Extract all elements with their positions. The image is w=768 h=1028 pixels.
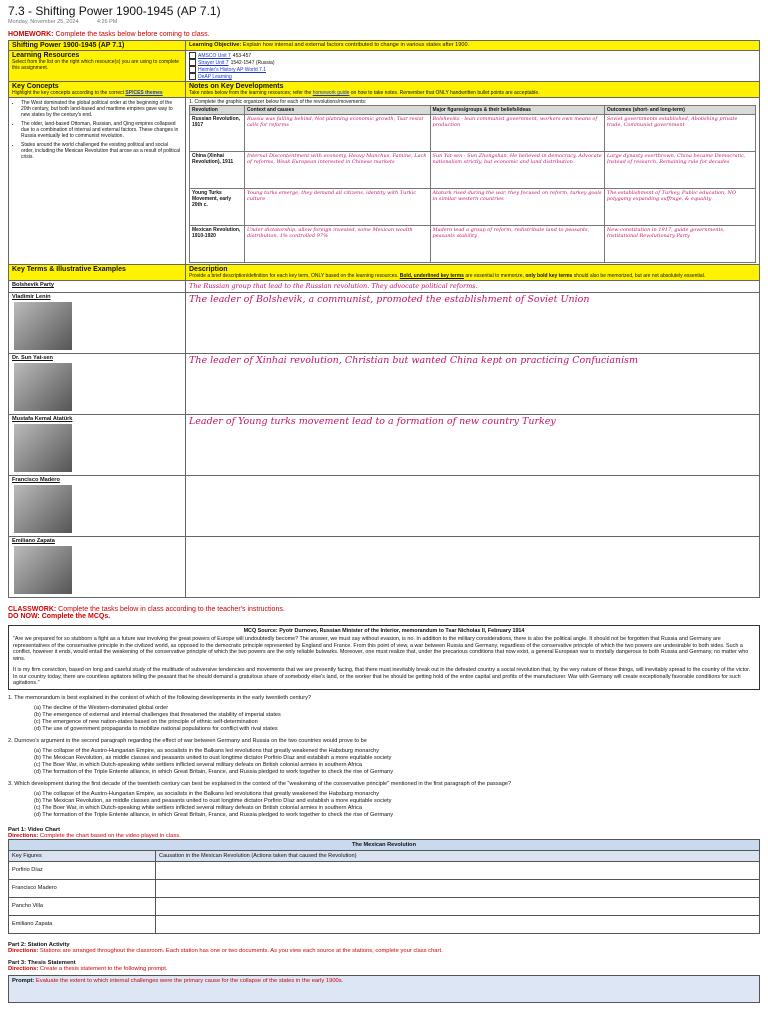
video-chart-answer[interactable] <box>156 861 760 879</box>
key-term-description[interactable]: The leader of Bolshevik, a communist, promoted the establishment of Soviet Union <box>186 293 760 354</box>
video-chart-figure: Porfirio Díaz <box>9 861 156 879</box>
unit-title: Shifting Power 1900-1945 (AP 7.1) <box>9 41 186 51</box>
resource-item <box>189 52 756 59</box>
key-term <box>9 476 186 537</box>
organizer-outcomes[interactable]: New constitution in 1917, guide governments, Institutional Revolutionary Party <box>604 226 755 263</box>
key-terms-header: Key Terms & Illustrative Examples <box>9 265 186 281</box>
organizer-revolution: Russian Revolution, 1917 <box>190 115 245 152</box>
part2-directions: Directions: Stations are arranged throughout the classroom. Each station has one or two documents. As you view each source at the stations, complete your class chart. <box>8 947 443 954</box>
part1-title: Part 1: Video Chart <box>8 826 61 833</box>
key-term-label: Dr. Sun Yat-sen <box>12 355 53 361</box>
resource-item <box>189 59 756 66</box>
mcq-stem: 2. Durnovo's argument in the second paragraph regarding the effect of war between Germany and Russia on the two countries would prove to be <box>8 737 367 744</box>
do-now-instruction: DO NOW: Complete the MCQs. <box>8 613 111 620</box>
portrait-photo <box>14 424 72 472</box>
mcq-source-p1: "Are we prepared for so stubborn a fight as a future war involving the great powers of Europe will undoubtedly become? The answer, we must say without evasion, is no. In addition to the military considerations, there is also the political angle. It should not be forgotten that Russia and Germany are representatives of the conservative principle in the civilized world, as opposed to the democratic principle represented by England and France. From this point of view, a war between Russia and Germany, regardless of the conservative principle of which the two powers are undesirable to both sides. Such a conflict, however it ends, would entail the weakening of the conservative principle of which the two powers are the only reliable bulwarks. Moreover, one must realize that, under the precarious conditions that now exist, a general European war is mortally dangerous to both Russia and Germany, no matter who wins. <box>13 635 749 662</box>
key-term <box>9 354 186 415</box>
key-term <box>9 537 186 598</box>
portrait-photo <box>14 302 72 350</box>
video-chart-row <box>9 915 760 933</box>
key-term-description[interactable] <box>186 537 760 598</box>
portrait-photo <box>14 363 72 411</box>
organizer-revolution: Young Turks Movement, early 20th c. <box>190 189 245 226</box>
learning-objective: Learning Objective: Explain how internal and external factors contributed to change in various states after 1900. <box>186 41 760 51</box>
key-term-description[interactable]: The leader of Xinhai revolution, Christian but wanted China kept on practicing Confucianism <box>186 354 760 415</box>
mcq-stem: 3. Which development during the first decade of the twentieth century can best be explained in the context of the "weakening of the conservative principle" mentioned in the first paragraph of the passage? <box>8 780 512 787</box>
organizer-row <box>190 152 756 189</box>
resource-item <box>189 66 756 73</box>
mcq-option[interactable]: (a) The collapse of the Austro-Hungarian Empire, as socialists in the Balkans led revolutions that greatly weakened the Habsburg monarchy <box>34 747 380 754</box>
part1-directions: Directions: Complete the chart based on the video played in class. <box>8 832 181 839</box>
video-chart-figure: Francisco Madero <box>9 879 156 897</box>
mcq-question <box>8 738 760 776</box>
organizer-figures[interactable]: Madero lead a group of reform, redistribute land to peasants, peasants stability <box>430 226 604 263</box>
organizer-header: Revolution <box>190 106 245 115</box>
mcq-option[interactable]: (a) The decline of the Western-dominated global order <box>34 704 169 711</box>
mcq-option[interactable]: (d) The formation of the Triple Entente alliance, in which Great Britain, France, and Russia pledged to work together to check the rise of Germany <box>34 811 394 818</box>
mcq-option[interactable]: (c) The Boer War, in which Dutch-speaking white settlers inflicted several military defeats on British colonial armies in southern Africa <box>34 804 362 811</box>
part3-title: Part 3: Thesis Statement <box>8 959 76 966</box>
mcq-source-box <box>8 625 760 690</box>
resource-pages: 453-457 <box>232 52 252 59</box>
key-term-row <box>9 476 760 537</box>
mcq-option[interactable]: (b) The emergence of external and internal challenges that threatened the stability of imperial states <box>34 711 281 718</box>
key-term-row <box>9 354 760 415</box>
mcq-option[interactable]: (a) The collapse of the Austro-Hungarian Empire, as socialists in the Balkans led revolutions that greatly weakened the Habsburg monarchy <box>34 790 380 797</box>
key-term-label: Emiliano Zapata <box>12 538 55 544</box>
key-term <box>9 281 186 293</box>
mcq-question <box>8 695 760 733</box>
homework-table <box>8 40 760 598</box>
key-term-row <box>9 537 760 598</box>
part2-title: Part 2: Station Activity <box>8 941 70 948</box>
organizer-context[interactable]: Internal Discontentment with economy, Heavy Manchus, Famine, Lack of reforms, Weak European interested in Chinese markets <box>245 152 431 189</box>
key-term-row <box>9 415 760 476</box>
organizer-context[interactable]: Russia was falling behind, Not planning economic growth, Tsar resist calls for reforms <box>245 115 431 152</box>
key-term-description[interactable]: Leader of Young turks movement lead to a formation of new country Turkey <box>186 415 760 476</box>
organizer-figures[interactable]: Bolsheviks - lean communist government, workers own means of production <box>430 115 604 152</box>
resource-checkbox[interactable] <box>189 59 196 66</box>
thesis-prompt-box[interactable]: Prompt: Evaluate the extent to which internal challenges were the primary cause for the collapse of the states in the early 1900s. <box>8 975 760 1003</box>
video-chart-row <box>9 897 760 915</box>
resource-checkbox[interactable] <box>189 52 196 59</box>
video-chart-col2: Causation in the Mexican Revolution (Actions taken that caused the Revolution) <box>156 850 760 861</box>
mcq-stem: 1. The memorandum is best explained in the context of which of the following developments in the early twentieth century? <box>8 695 312 701</box>
mcq-option[interactable]: (b) The Mexican Revolution, as middle classes and peasants united to oust longtime dictator Porfirio Díaz and establish a more equitable society <box>34 797 392 804</box>
organizer-header: Context and causes <box>245 106 431 115</box>
resource-link[interactable]: Heimler's History AP World 7.1 <box>198 66 267 73</box>
mcq-option[interactable]: (c) The emergence of new nation-states based on the principle of ethnic self-determination <box>34 718 258 725</box>
resource-checkbox[interactable] <box>189 73 196 80</box>
mcq-questions <box>8 695 760 819</box>
portrait-photo <box>14 546 72 594</box>
resource-checkbox[interactable] <box>189 66 196 73</box>
video-chart-answer[interactable] <box>156 879 760 897</box>
organizer-revolution: Mexican Revolution, 1910-1920 <box>190 226 245 263</box>
mcq-option[interactable]: (d) The use of government propaganda to mobilize national populations for conflict with rival states <box>34 725 278 732</box>
key-concepts-list <box>9 98 186 265</box>
key-concept: • States around the world challenged the existing political and social order, including the Mexican Revolution that arose as a result of political crisis. <box>21 142 182 160</box>
key-term-label: Francisco Madero <box>12 477 60 483</box>
key-term-label: Vladimir Lenin <box>12 294 51 300</box>
video-chart-col1: Key Figures <box>9 850 156 861</box>
key-term-description[interactable]: The Russian group that lead to the Russian revolution. They advocate political reforms. <box>186 281 760 293</box>
video-chart-answer[interactable] <box>156 897 760 915</box>
video-chart-row <box>9 879 760 897</box>
part3-directions: Directions: Create a thesis statement to the following prompt. <box>8 965 168 972</box>
page-title: 7.3 - Shifting Power 1900-1945 (AP 7.1) <box>8 4 221 18</box>
organizer-outcomes[interactable]: Large dynasty overthrown, China became Democratic, Instead of research, Remaining rule for decades <box>604 152 755 189</box>
key-concepts-header: Key Concepts Highlight the key concepts according to the correct SPICES themes <box>9 82 186 98</box>
organizer-figures[interactable]: Sun Yat-sen - Sun Zhongshan, He believed in democracy, Advocate nationalism strictly, but economic and land distribution <box>430 152 604 189</box>
key-term-row <box>9 293 760 354</box>
key-term-row <box>9 281 760 293</box>
organizer-revolution: China (Xinhai Revolution), 1911 <box>190 152 245 189</box>
organizer-context[interactable]: Young turks emerge, they demand all citizens, identity with Turkic culture <box>245 189 431 226</box>
organizer-figures[interactable]: Ataturk rised during the war, they focused on reform, turkey goals in similar western countries <box>430 189 604 226</box>
homework-guide-link[interactable]: homework guide <box>312 90 350 96</box>
page-timestamp: Monday, November 25, 2024 4:26 PM <box>8 19 118 25</box>
mcq-option[interactable]: (c) The Boer War, in which Dutch-speaking white settlers inflicted several military defeats on British colonial armies in southern Africa <box>34 761 362 768</box>
homework-instruction: HOMEWORK: Complete the tasks below before coming to class. <box>8 31 210 38</box>
organizer-outcomes[interactable]: The establishment of Turkey, Public education, NO polygamy expanding suffrage, & equality <box>604 189 755 226</box>
mcq-source-p2: It is my firm conviction, based on long and careful study of the multitude of subversive tendencies and movements that we are presently facing, that there must inevitably break out in the defeated country a social revolution that, by the very nature of these things, will inevitably spread to the country of the victor. In our country today, there are countless agitators telling the peasant that he should demand a gratuitous share of somebody else's land, or the worker that he should be getting hold of the entire capital and profits of the manufacturer. War with Germany will create exceptionally favorable conditions for such agitations." <box>13 666 751 687</box>
key-concept: • The West dominated the global political order at the beginning of the 20th century, but both land-based and maritime empires gave way to new states by the century's end. <box>21 100 182 118</box>
video-chart-title: The Mexican Revolution <box>9 839 760 850</box>
key-concept: • The older, land-based Ottoman, Russian, and Qing empires collapsed due to a combination of internal and external factors. These changes in Russia eventually led to communist revolution. <box>21 121 182 139</box>
description-header: Description Provide a brief description/definition for each key term, ONLY based on the learning resources. Bold, underlined key terms are essential to memorize, only bold key terms should also be memorized, but are not absolutely essential. <box>186 265 760 281</box>
video-chart-answer[interactable] <box>156 915 760 933</box>
key-term-label: Mustafa Kemal Atatürk <box>12 416 73 422</box>
mcq-option[interactable]: (b) The Mexican Revolution, as middle classes and peasants united to oust longtime dictator Porfirio Díaz and establish a more equitable society <box>34 754 392 761</box>
video-chart-figure: Emiliano Zapata <box>9 915 156 933</box>
key-term <box>9 293 186 354</box>
organizer-context[interactable]: Under dictatorship, allow foreign invested, some Mexican wealth distribution, 1% controlled 97% <box>245 226 431 263</box>
resource-pages: 1542-1547 (Russia) <box>230 59 275 66</box>
portrait-photo <box>14 485 72 533</box>
organizer-outcomes[interactable]: Soviet governments established, Abolishing private trade, Communist government <box>604 115 755 152</box>
graphic-organizer-cell: 1. Complete the graphic organizer below for each of the revolutions/movements: Revolution Context and causes Major figures/groups & their beliefs/ideas Outcomes (short- and long-term) Russian Revolution, 1917 Russia was falling behind, Not planning economic growth, Tsar resist calls for reforms Bolsheviks - lean communist government, workers own means of production Soviet governments established, Abolishing private trade, Communist government China (Xinhai Revolution), 1911 Internal Discontentment with economy, Heavy Manchus, Famine, Lack of reforms, Weak European interested in Chinese markets Sun Yat-sen - Sun Zhongshan, He believed in democracy, Advocate nationalism strictly, but economic and land distribution Large dynasty overthrown, China became Democratic, Instead of research, Remaining rule for decades Young Turks Movement, early 20th c. Young turks emerge, they demand all citizens, identity with Turkic culture Ataturk rised during the war, they focused on reform, turkey goals in similar western countries The establishment of Turkey, Public education, NO polygamy expanding suffrage, & equality Mexican Revolution, 1910-1920 Under dictatorship, allow foreign invested, some Mexican wealth distribution, 1% controlled 97% Madero lead a group of reform, redistribute land to peasants, peasants stability New constitution in 1917, guide governments, Institutional Revolutionary Party <box>186 98 760 265</box>
resource-link[interactable]: AMSCO Unit 7 <box>198 52 231 59</box>
organizer-header: Major figures/groups & their beliefs/ideas <box>430 106 604 115</box>
mcq-question <box>8 781 760 819</box>
video-chart-figure: Pancho Villa <box>9 897 156 915</box>
video-chart <box>8 839 760 934</box>
resource-link[interactable]: DeAP Learning <box>198 73 232 80</box>
video-chart-row <box>9 861 760 879</box>
key-term-label: Bolshevik Party <box>12 282 54 288</box>
page <box>8 4 760 1003</box>
resource-link[interactable]: Strayer Unit 7 <box>198 59 229 66</box>
resource-item <box>189 73 756 80</box>
organizer-row <box>190 226 756 263</box>
graphic-organizer <box>189 105 756 263</box>
notes-header: Notes on Key Developments Take notes below from the learning resources; refer the homework guide on how to take notes. Remember that ONLY handwritten bullet points are acceptable. <box>186 82 760 98</box>
organizer-header: Outcomes (short- and long-term) <box>604 106 755 115</box>
classwork-section <box>8 606 760 620</box>
key-term-description[interactable] <box>186 476 760 537</box>
organizer-row <box>190 189 756 226</box>
mcq-option[interactable]: (d) The formation of the Triple Entente alliance, in which Great Britain, France, and Russia pledged to work together to check the rise of Germany <box>34 768 394 775</box>
classwork-instruction: CLASSWORK: Complete the tasks below in class according to the teacher's instructions. <box>8 606 285 613</box>
resources-cell: Learning Resources Select from the list on the right which resource(s) you are using to complete this assignment. <box>9 51 186 82</box>
resource-list <box>186 51 760 82</box>
key-term <box>9 415 186 476</box>
spices-themes-link[interactable]: SPICES themes <box>125 90 163 96</box>
mcq-source-title: MCQ Source: Pyotr Durnovo, Russian Minister of the Interior, memorandum to Tsar Nicholas II, February 1914 <box>243 628 525 634</box>
organizer-row <box>190 115 756 152</box>
